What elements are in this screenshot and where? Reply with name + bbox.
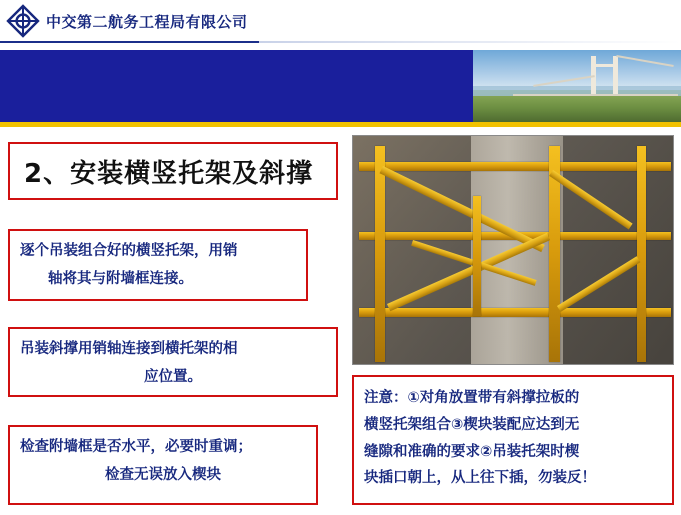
slide-header (0, 0, 681, 42)
cccc-diamond-logo-icon (6, 4, 40, 38)
slide-body (0, 127, 681, 515)
caution-line-2: 横竖托架组合③楔块装配应达到无 (364, 416, 580, 433)
step-2-line-2: 应位置。 (144, 368, 202, 385)
page-title-text: 2、安装横竖托架及斜撑 (24, 158, 314, 189)
step-1-box (8, 229, 308, 301)
step-2-line-1: 吊装斜撑用销轴连接到横托架的相 (20, 341, 238, 357)
title-banner (0, 50, 681, 122)
header-divider (0, 41, 681, 43)
step-3-line-1: 检查附墙框是否水平，必要时重调； (20, 439, 252, 455)
step-1-line-2: 轴将其与附墙框连接。 (48, 270, 193, 287)
step-1-line-1: 逐个吊装组合好的横竖托架，用销 (20, 243, 238, 259)
caution-line-1: 注意：①对角放置带有斜撑拉板的 (364, 390, 580, 406)
caution-note-box (352, 375, 674, 505)
step-2-box (8, 327, 338, 397)
caution-line-3: 缝隙和准确的要求②吊装托架时楔 (364, 443, 580, 460)
step-3-box (8, 425, 318, 505)
step-3-line-2: 检查无误放入楔块 (105, 466, 221, 483)
scaffold-bracket-photo (352, 135, 674, 365)
company-name: 中交第二航务工程局有限公司 (46, 12, 248, 31)
page-title (8, 142, 338, 200)
suspension-bridge-photo (473, 50, 681, 122)
caution-line-4: 块插口朝上，从上往下插，勿装反！ (364, 470, 596, 487)
